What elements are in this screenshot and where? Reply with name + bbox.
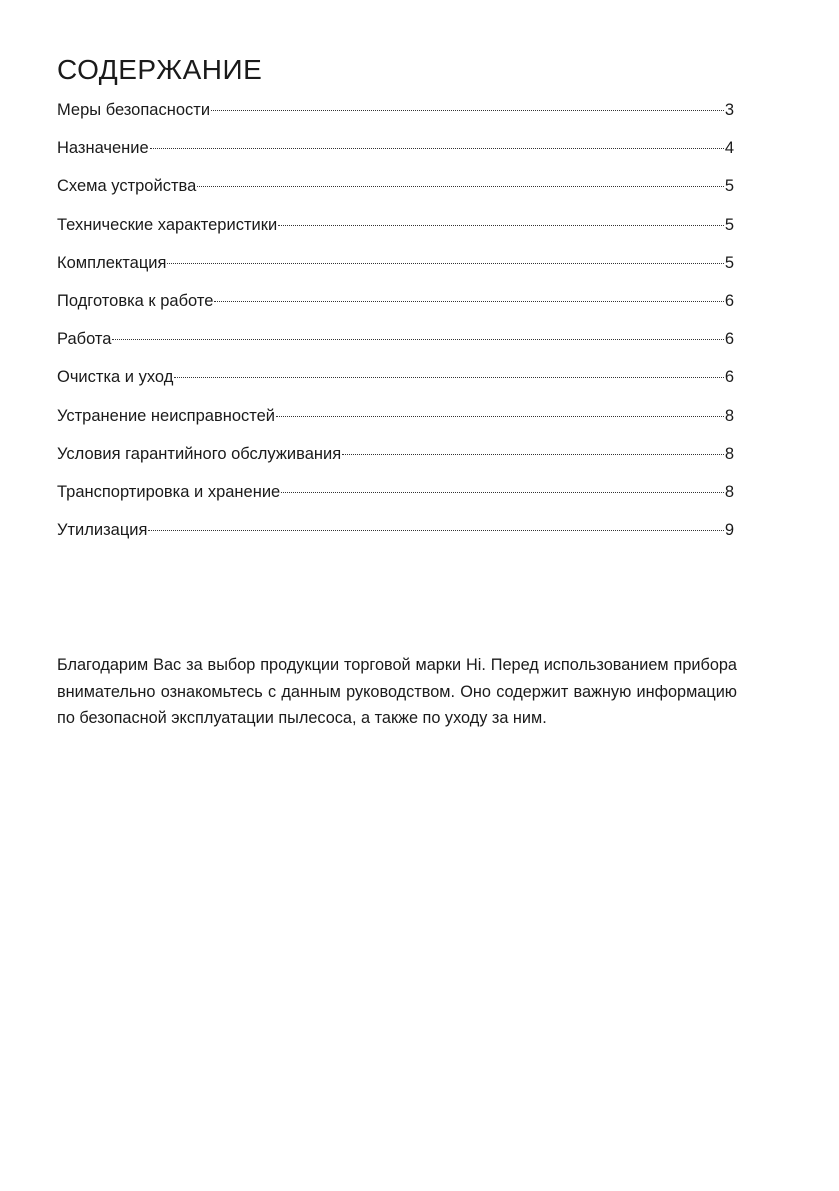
- toc-item-label: Утилизация: [57, 521, 148, 540]
- toc-item: [57, 404, 734, 442]
- toc-dot-leader: [112, 339, 723, 340]
- toc-item-page: 5: [724, 253, 734, 272]
- toc-item-page: 8: [724, 482, 734, 501]
- toc-item-label: Технические характеристики: [57, 215, 278, 234]
- toc-item-label: Меры безопасности: [57, 101, 211, 119]
- table-of-contents: [57, 98, 734, 556]
- toc-item-page: 6: [724, 330, 734, 349]
- toc-dot-leader: [276, 416, 724, 417]
- toc-item-label: Транспортировка и хранение: [57, 482, 281, 501]
- toc-item-label: Назначение: [57, 139, 149, 158]
- toc-dot-leader: [342, 454, 724, 455]
- toc-item-page: 9: [724, 521, 734, 540]
- toc-item-label: Подготовка к работе: [57, 291, 214, 310]
- toc-item: [57, 213, 734, 251]
- toc-dot-leader: [281, 492, 724, 493]
- toc-item: [57, 442, 734, 480]
- toc-item: [57, 174, 734, 212]
- toc-dot-leader: [167, 263, 723, 264]
- toc-dot-leader: [278, 225, 724, 226]
- toc-item: [57, 480, 734, 518]
- toc-item: [57, 289, 734, 327]
- toc-item-label: Схема устройства: [57, 177, 197, 196]
- toc-dot-leader: [197, 186, 724, 187]
- toc-item-page: 6: [724, 291, 734, 310]
- toc-item-page: 6: [724, 368, 734, 387]
- toc-item-label: Устранение неисправностей: [57, 406, 276, 425]
- toc-item: [57, 251, 734, 289]
- intro-paragraph: Благодарим Вас за выбор продукции торговой марки Hi. Перед использованием прибора внимательно ознакомьтесь с данным руководством. Оно содержит важную информацию по безопасной эксплуатации пылесоса, а также по уходу за ним.: [57, 656, 737, 727]
- toc-title: СОДЕРЖАНИЕ: [57, 54, 263, 85]
- toc-item: [57, 98, 734, 136]
- toc-item-page: 8: [724, 444, 734, 463]
- toc-item-label: Комплектация: [57, 253, 167, 272]
- toc-item-page: 5: [724, 215, 734, 234]
- toc-item-label: Работа: [57, 330, 112, 349]
- toc-item: [57, 136, 734, 174]
- toc-item-label: Очистка и уход: [57, 368, 174, 387]
- toc-dot-leader: [148, 530, 723, 531]
- toc-item-page: 3: [724, 101, 734, 119]
- toc-dot-leader: [150, 148, 724, 149]
- toc-item: [57, 365, 734, 403]
- toc-dot-leader: [214, 301, 723, 302]
- toc-item-page: 4: [724, 139, 734, 158]
- toc-item-page: 5: [724, 177, 734, 196]
- toc-item-label: Условия гарантийного обслуживания: [57, 444, 342, 463]
- toc-item: [57, 327, 734, 365]
- toc-item-page: 8: [724, 406, 734, 425]
- toc-item: [57, 518, 734, 556]
- toc-dot-leader: [174, 377, 723, 378]
- toc-dot-leader: [211, 110, 724, 111]
